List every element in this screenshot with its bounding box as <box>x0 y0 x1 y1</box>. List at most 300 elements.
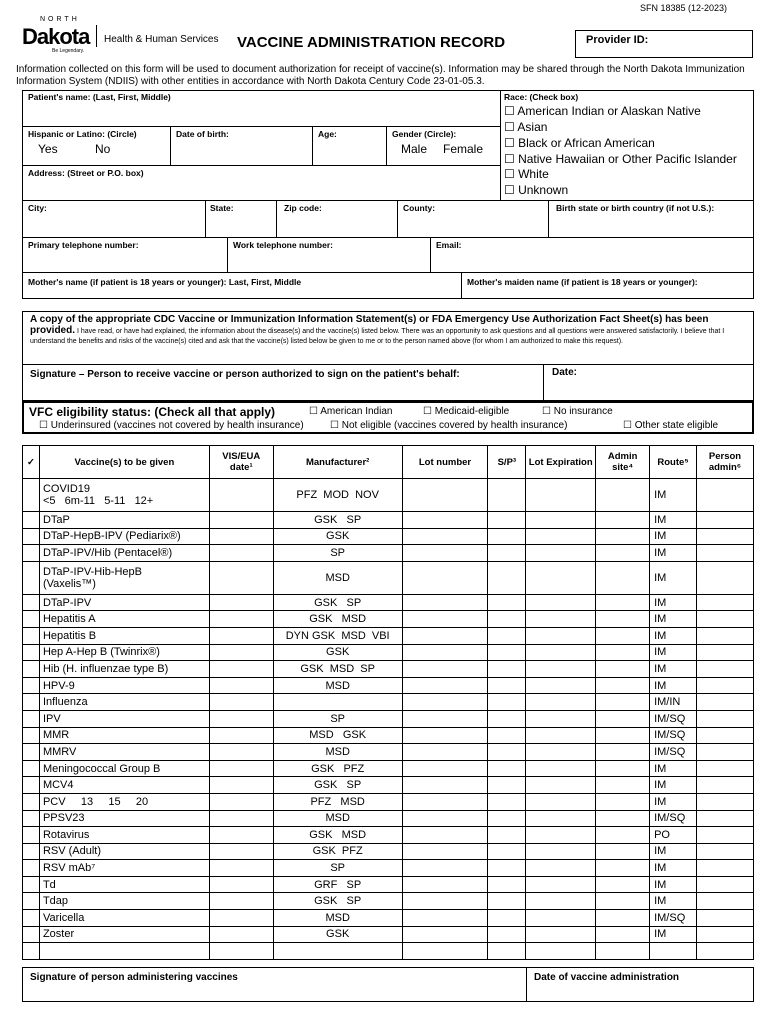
lot-cell[interactable] <box>402 744 488 761</box>
state-label: State: <box>210 203 234 213</box>
lot-exp-cell[interactable] <box>526 594 596 611</box>
lot-cell[interactable] <box>402 843 488 860</box>
table-row <box>23 727 754 744</box>
check-cell[interactable] <box>23 611 40 628</box>
lot-exp-cell[interactable] <box>526 627 596 644</box>
person-cell[interactable] <box>697 777 754 794</box>
check-cell[interactable] <box>23 594 40 611</box>
sp-cell[interactable] <box>488 777 526 794</box>
admin-site-cell[interactable] <box>596 843 650 860</box>
vis-cell[interactable] <box>209 661 273 678</box>
lot-exp-cell[interactable] <box>526 561 596 594</box>
header-sp: S/P³ <box>488 446 526 479</box>
lot-exp-cell[interactable] <box>526 661 596 678</box>
admin-site-cell[interactable] <box>596 943 650 960</box>
table-row <box>23 677 754 694</box>
vaccine-cell <box>39 479 209 512</box>
route-cell: IM/SQ <box>650 710 697 727</box>
provider-id-field[interactable] <box>575 30 753 58</box>
vis-cell[interactable] <box>209 677 273 694</box>
vfc-not-eligible[interactable]: ☐ Not eligible (vaccines covered by health insurance) <box>330 420 568 431</box>
vaccine-cell <box>39 561 209 594</box>
vis-cell[interactable] <box>209 760 273 777</box>
check-cell[interactable] <box>23 561 40 594</box>
admin-site-cell[interactable] <box>596 694 650 711</box>
sp-cell[interactable] <box>488 744 526 761</box>
lot-cell[interactable] <box>402 512 488 529</box>
check-cell[interactable] <box>23 545 40 562</box>
table-row <box>23 943 754 960</box>
lot-exp-cell[interactable] <box>526 744 596 761</box>
admin-site-cell[interactable] <box>596 910 650 927</box>
gender-female[interactable]: Female <box>443 142 484 156</box>
mother-name-label: Mother's name (if patient is 18 years or younger): Last, First, Middle <box>28 277 302 287</box>
vis-cell[interactable] <box>209 561 273 594</box>
vis-cell[interactable] <box>209 793 273 810</box>
vaccine-cell <box>39 727 209 744</box>
race-american-indian[interactable]: ☐ American Indian or Alaskan Native <box>504 104 701 118</box>
sp-cell[interactable] <box>488 561 526 594</box>
vaccine-cell <box>39 644 209 661</box>
form-id: SFN 18385 (12-2023) <box>640 3 728 13</box>
person-cell[interactable] <box>697 843 754 860</box>
person-cell[interactable] <box>697 479 754 512</box>
vaccine-cell <box>39 594 209 611</box>
person-cell[interactable] <box>697 677 754 694</box>
vfc-other-state[interactable]: ☐ Other state eligible <box>623 420 719 431</box>
check-cell[interactable] <box>23 843 40 860</box>
vaccine-name-line2: (Vaxelis™) <box>42 577 96 590</box>
table-row <box>23 661 754 678</box>
person-cell[interactable] <box>697 793 754 810</box>
manufacturer-cell: GSK MSD SP <box>273 661 402 678</box>
person-cell[interactable] <box>697 644 754 661</box>
race-asian[interactable]: ☐ Asian <box>504 120 548 134</box>
table-row <box>23 810 754 827</box>
vaccine-name: DTaP-HepB-IPV (Pediarix®) <box>42 530 181 543</box>
vis-cell[interactable] <box>209 611 273 628</box>
lot-exp-cell[interactable] <box>526 611 596 628</box>
vis-cell[interactable] <box>209 594 273 611</box>
table-row <box>23 512 754 529</box>
check-cell[interactable] <box>23 876 40 893</box>
sp-cell[interactable] <box>488 694 526 711</box>
lot-cell[interactable] <box>402 561 488 594</box>
person-cell[interactable] <box>697 943 754 960</box>
check-cell[interactable] <box>23 827 40 844</box>
vaccine-cell <box>39 893 209 910</box>
sp-cell[interactable] <box>488 727 526 744</box>
table-row <box>23 843 754 860</box>
race-label: Race: (Check box) <box>504 92 579 102</box>
vaccine-cell <box>39 876 209 893</box>
admin-site-cell[interactable] <box>596 760 650 777</box>
check-cell[interactable] <box>23 893 40 910</box>
lot-exp-cell[interactable] <box>526 876 596 893</box>
lot-cell[interactable] <box>402 611 488 628</box>
lot-cell[interactable] <box>402 910 488 927</box>
vis-cell[interactable] <box>209 528 273 545</box>
route-cell: IM <box>650 793 697 810</box>
person-cell[interactable] <box>697 910 754 927</box>
lot-exp-cell[interactable] <box>526 793 596 810</box>
lot-cell[interactable] <box>402 876 488 893</box>
route-cell: IM <box>650 843 697 860</box>
vis-cell[interactable] <box>209 910 273 927</box>
table-row <box>23 876 754 893</box>
vaccine-name: DTaP-IPV/Hib (Pentacel®) <box>42 546 173 559</box>
vaccine-cell <box>39 777 209 794</box>
vis-cell[interactable] <box>209 810 273 827</box>
person-cell[interactable] <box>697 528 754 545</box>
route-cell: IM <box>650 479 697 512</box>
lot-cell[interactable] <box>402 710 488 727</box>
lot-cell[interactable] <box>402 860 488 877</box>
lot-cell[interactable] <box>402 827 488 844</box>
vaccine-name: MMR <box>42 729 70 742</box>
table-row <box>23 561 754 594</box>
person-cell[interactable] <box>697 627 754 644</box>
hispanic-label: Hispanic or Latino: (Circle) <box>28 129 137 139</box>
vaccine-name: Zoster <box>42 928 75 941</box>
check-cell[interactable] <box>23 777 40 794</box>
lot-cell[interactable] <box>402 810 488 827</box>
lot-cell[interactable] <box>402 760 488 777</box>
admin-site-cell[interactable] <box>596 876 650 893</box>
birth-state-label: Birth state or birth country (if not U.S.): <box>556 203 715 213</box>
person-cell[interactable] <box>697 594 754 611</box>
consent-date-label: Date: <box>552 367 578 378</box>
sp-cell[interactable] <box>488 910 526 927</box>
check-cell[interactable] <box>23 694 40 711</box>
lot-exp-cell[interactable] <box>526 943 596 960</box>
vfc-title: VFC eligibility status: (Check all that apply) <box>29 405 276 419</box>
lot-cell[interactable] <box>402 644 488 661</box>
lot-cell[interactable] <box>402 893 488 910</box>
provider-id-label: Provider ID: <box>586 34 649 46</box>
email-label: Email: <box>436 240 462 250</box>
admin-date-label: Date of vaccine administration <box>534 972 680 983</box>
person-cell[interactable] <box>697 611 754 628</box>
route-cell: PO <box>650 827 697 844</box>
lot-cell[interactable] <box>402 627 488 644</box>
check-cell[interactable] <box>23 910 40 927</box>
vis-cell[interactable] <box>209 627 273 644</box>
route-cell: IM <box>650 627 697 644</box>
admin-site-cell[interactable] <box>596 561 650 594</box>
check-cell[interactable] <box>23 926 40 943</box>
route-cell: IM <box>650 760 697 777</box>
lot-exp-cell[interactable] <box>526 528 596 545</box>
route-cell: IM <box>650 893 697 910</box>
table-row <box>23 910 754 927</box>
gender-male[interactable]: Male <box>401 142 428 156</box>
sp-cell[interactable] <box>488 943 526 960</box>
check-cell[interactable] <box>23 512 40 529</box>
table-row <box>23 545 754 562</box>
sp-cell[interactable] <box>488 843 526 860</box>
vaccine-name: Td <box>42 878 56 891</box>
admin-site-cell[interactable] <box>596 611 650 628</box>
vaccine-name: PPSV23 <box>42 812 85 825</box>
admin-site-cell[interactable] <box>596 677 650 694</box>
admin-site-cell[interactable] <box>596 810 650 827</box>
sp-cell[interactable] <box>488 644 526 661</box>
vis-cell[interactable] <box>209 777 273 794</box>
admin-site-cell[interactable] <box>596 661 650 678</box>
admin-site-cell[interactable] <box>596 644 650 661</box>
route-cell: IM/SQ <box>650 910 697 927</box>
logo-tagline: Be Legendary. <box>52 48 85 54</box>
person-cell[interactable] <box>697 893 754 910</box>
lot-exp-cell[interactable] <box>526 910 596 927</box>
admin-site-cell[interactable] <box>596 727 650 744</box>
sp-cell[interactable] <box>488 793 526 810</box>
admin-site-cell[interactable] <box>596 479 650 512</box>
lot-exp-cell[interactable] <box>526 710 596 727</box>
vis-cell[interactable] <box>209 943 273 960</box>
sp-cell[interactable] <box>488 594 526 611</box>
check-cell[interactable] <box>23 793 40 810</box>
vis-cell[interactable] <box>209 644 273 661</box>
manufacturer-cell: PFZ MOD NOV <box>273 479 402 512</box>
lot-exp-cell[interactable] <box>526 644 596 661</box>
sp-cell[interactable] <box>488 810 526 827</box>
table-row <box>23 893 754 910</box>
admin-site-cell[interactable] <box>596 512 650 529</box>
sp-cell[interactable] <box>488 661 526 678</box>
route-cell: IM <box>650 677 697 694</box>
vaccine-name: HPV-9 <box>42 679 75 692</box>
person-cell[interactable] <box>697 860 754 877</box>
admin-site-cell[interactable] <box>596 860 650 877</box>
vis-cell[interactable] <box>209 893 273 910</box>
lot-cell[interactable] <box>402 727 488 744</box>
manufacturer-cell <box>273 694 402 711</box>
lot-exp-cell[interactable] <box>526 760 596 777</box>
lot-cell[interactable] <box>402 661 488 678</box>
lot-cell[interactable] <box>402 793 488 810</box>
check-cell[interactable] <box>23 479 40 512</box>
table-row <box>23 827 754 844</box>
table-row <box>23 594 754 611</box>
sp-cell[interactable] <box>488 677 526 694</box>
manufacturer-cell: GSK MSD <box>273 611 402 628</box>
vis-cell[interactable] <box>209 694 273 711</box>
vfc-no-insurance[interactable]: ☐ No insurance <box>542 406 613 417</box>
person-cell[interactable] <box>697 694 754 711</box>
admin-site-cell[interactable] <box>596 528 650 545</box>
check-cell[interactable] <box>23 760 40 777</box>
city-label: City: <box>28 203 47 213</box>
department-name: Health & Human Services <box>104 34 219 45</box>
lot-exp-cell[interactable] <box>526 810 596 827</box>
table-row <box>23 760 754 777</box>
person-cell[interactable] <box>697 545 754 562</box>
vis-cell[interactable] <box>209 710 273 727</box>
route-cell: IM/IN <box>650 694 697 711</box>
check-cell[interactable] <box>23 677 40 694</box>
person-cell[interactable] <box>697 744 754 761</box>
sp-cell[interactable] <box>488 760 526 777</box>
lot-exp-cell[interactable] <box>526 777 596 794</box>
vfc-underinsured[interactable]: ☐ Underinsured (vaccines not covered by health insurance) <box>39 420 304 431</box>
admin-site-cell[interactable] <box>596 594 650 611</box>
race-black[interactable]: ☐ Black or African American <box>504 136 655 150</box>
vaccine-cell <box>39 793 209 810</box>
table-row <box>23 777 754 794</box>
race-unknown[interactable]: ☐ Unknown <box>504 183 569 197</box>
check-cell[interactable] <box>23 744 40 761</box>
lot-exp-cell[interactable] <box>526 727 596 744</box>
lot-exp-cell[interactable] <box>526 926 596 943</box>
route-cell: IM <box>650 926 697 943</box>
sp-cell[interactable] <box>488 926 526 943</box>
lot-exp-cell[interactable] <box>526 694 596 711</box>
person-cell[interactable] <box>697 876 754 893</box>
sp-cell[interactable] <box>488 512 526 529</box>
admin-site-cell[interactable] <box>596 627 650 644</box>
admin-site-cell[interactable] <box>596 893 650 910</box>
vaccine-cell <box>39 627 209 644</box>
check-cell[interactable] <box>23 661 40 678</box>
route-cell: IM <box>650 860 697 877</box>
sp-cell[interactable] <box>488 479 526 512</box>
person-cell[interactable] <box>697 561 754 594</box>
vaccine-cell <box>39 943 209 960</box>
sp-cell[interactable] <box>488 876 526 893</box>
vis-cell[interactable] <box>209 545 273 562</box>
person-cell[interactable] <box>697 512 754 529</box>
lot-exp-cell[interactable] <box>526 677 596 694</box>
check-cell[interactable] <box>23 627 40 644</box>
race-white[interactable]: ☐ White <box>504 167 549 181</box>
check-cell[interactable] <box>23 710 40 727</box>
person-cell[interactable] <box>697 710 754 727</box>
person-cell[interactable] <box>697 760 754 777</box>
vis-cell[interactable] <box>209 727 273 744</box>
manufacturer-cell: GSK SP <box>273 777 402 794</box>
hispanic-no[interactable]: No <box>95 142 111 156</box>
check-cell[interactable] <box>23 943 40 960</box>
check-cell[interactable] <box>23 860 40 877</box>
admin-site-cell[interactable] <box>596 777 650 794</box>
sp-cell[interactable] <box>488 627 526 644</box>
admin-site-cell[interactable] <box>596 710 650 727</box>
lot-cell[interactable] <box>402 545 488 562</box>
check-cell[interactable] <box>23 810 40 827</box>
manufacturer-cell: MSD <box>273 561 402 594</box>
vaccine-name: MMRV <box>42 745 77 758</box>
vis-cell[interactable] <box>209 744 273 761</box>
lot-cell[interactable] <box>402 594 488 611</box>
lot-cell[interactable] <box>402 528 488 545</box>
table-row <box>23 479 754 512</box>
header-check: ✓ <box>23 446 40 479</box>
vaccine-name: Varicella <box>42 911 85 924</box>
manufacturer-cell: GSK SP <box>273 893 402 910</box>
person-cell[interactable] <box>697 661 754 678</box>
lot-exp-cell[interactable] <box>526 512 596 529</box>
person-cell[interactable] <box>697 827 754 844</box>
vis-cell[interactable] <box>209 876 273 893</box>
route-cell: IM <box>650 876 697 893</box>
lot-cell[interactable] <box>402 926 488 943</box>
manufacturer-cell: GSK <box>273 528 402 545</box>
vis-cell[interactable] <box>209 479 273 512</box>
admin-site-cell[interactable] <box>596 545 650 562</box>
admin-site-cell[interactable] <box>596 926 650 943</box>
lot-exp-cell[interactable] <box>526 545 596 562</box>
vis-cell[interactable] <box>209 843 273 860</box>
lot-exp-cell[interactable] <box>526 479 596 512</box>
vfc-american-indian[interactable]: ☐ American Indian <box>309 406 393 417</box>
vaccine-cell <box>39 744 209 761</box>
sp-cell[interactable] <box>488 545 526 562</box>
hispanic-yes[interactable]: Yes <box>38 142 58 156</box>
sp-cell[interactable] <box>488 893 526 910</box>
sp-cell[interactable] <box>488 860 526 877</box>
vaccine-cell <box>39 512 209 529</box>
admin-site-cell[interactable] <box>596 793 650 810</box>
manufacturer-cell: MSD GSK <box>273 727 402 744</box>
vis-cell[interactable] <box>209 512 273 529</box>
patient-info-box <box>22 90 754 299</box>
vis-cell[interactable] <box>209 827 273 844</box>
sp-cell[interactable] <box>488 611 526 628</box>
person-cell[interactable] <box>697 926 754 943</box>
manufacturer-cell: MSD <box>273 810 402 827</box>
table-row <box>23 744 754 761</box>
vaccine-cell <box>39 860 209 877</box>
table-row <box>23 694 754 711</box>
vaccine-cell <box>39 710 209 727</box>
header-route: Route⁵ <box>650 446 697 479</box>
header-admin-site: Admin site⁴ <box>596 446 650 479</box>
race-hawaiian[interactable]: ☐ Native Hawaiian or Other Pacific Islander <box>504 152 737 166</box>
header-vaccine: Vaccine(s) to be given <box>39 446 209 479</box>
manufacturer-cell <box>273 943 402 960</box>
lot-cell[interactable] <box>402 943 488 960</box>
vis-cell[interactable] <box>209 860 273 877</box>
logo-dakota: Dakota <box>22 24 90 49</box>
lot-exp-cell[interactable] <box>526 893 596 910</box>
lot-exp-cell[interactable] <box>526 827 596 844</box>
manufacturer-cell: SP <box>273 545 402 562</box>
check-cell[interactable] <box>23 644 40 661</box>
lot-exp-cell[interactable] <box>526 860 596 877</box>
address-label: Address: (Street or P.O. box) <box>28 168 144 178</box>
admin-site-cell[interactable] <box>596 744 650 761</box>
sp-cell[interactable] <box>488 827 526 844</box>
person-cell[interactable] <box>697 727 754 744</box>
lot-cell[interactable] <box>402 777 488 794</box>
vis-cell[interactable] <box>209 926 273 943</box>
gender-label: Gender (Circle): <box>392 129 457 139</box>
vfc-medicaid[interactable]: ☐ Medicaid-eligible <box>423 406 510 417</box>
lot-cell[interactable] <box>402 694 488 711</box>
lot-cell[interactable] <box>402 479 488 512</box>
sp-cell[interactable] <box>488 710 526 727</box>
person-cell[interactable] <box>697 810 754 827</box>
lot-exp-cell[interactable] <box>526 843 596 860</box>
check-cell[interactable] <box>23 727 40 744</box>
check-cell[interactable] <box>23 528 40 545</box>
lot-cell[interactable] <box>402 677 488 694</box>
table-row <box>23 528 754 545</box>
admin-site-cell[interactable] <box>596 827 650 844</box>
sp-cell[interactable] <box>488 528 526 545</box>
